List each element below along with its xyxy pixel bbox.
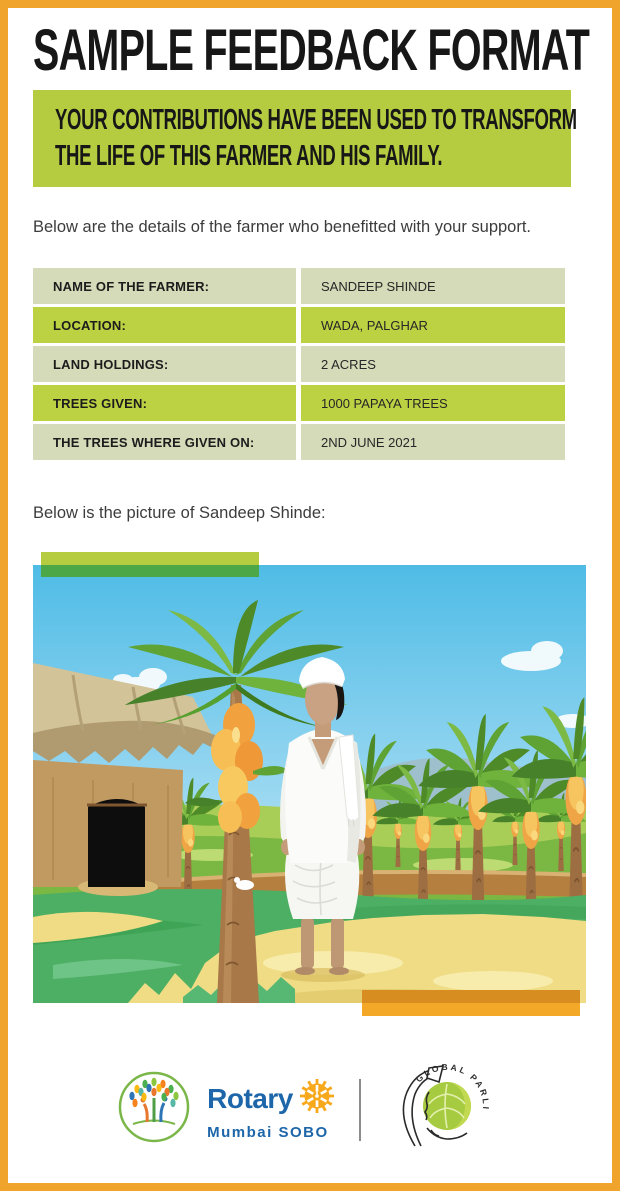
row-label: LAND HOLDINGS: (33, 346, 296, 382)
footer-logos (0, 1064, 620, 1155)
intro-text: Below are the details of the farmer who benefitted with your support. (33, 218, 532, 236)
orange-accent-bar (362, 990, 580, 1016)
row-label: TREES GIVEN: (33, 385, 296, 421)
global-parli-logo (385, 1064, 503, 1155)
contribution-banner (33, 90, 577, 187)
row-label: THE TREES WHERE GIVEN ON: (33, 424, 296, 460)
table-row (33, 385, 565, 421)
logo-divider (359, 1079, 361, 1141)
row-label: NAME OF THE FARMER: (33, 268, 296, 304)
tree-logo (117, 1070, 191, 1149)
table-row (33, 346, 565, 382)
green-accent-bar (41, 552, 259, 577)
banner-line-2: THE LIFE OF THIS FARMER AND HIS FAMILY. (55, 140, 443, 172)
picture-caption: Below is the picture of Sandeep Shinde: (33, 504, 326, 522)
page-title: SAMPLE FEEDBACK FORMAT (33, 18, 590, 83)
farmer-illustration (33, 565, 586, 1003)
global-parli-text: GLOBAL PARLI (413, 1064, 492, 1112)
rotary-club-label: Mumbai SOBO (207, 1124, 329, 1141)
row-value: SANDEEP SHINDE (301, 268, 565, 304)
table-row (33, 424, 565, 460)
row-value: WADA, PALGHAR (301, 307, 565, 343)
farmer-details-table (33, 268, 565, 463)
table-row (33, 307, 565, 343)
rotary-logo (207, 1078, 335, 1141)
row-value: 2ND JUNE 2021 (301, 424, 565, 460)
rotary-wordmark: Rotary (207, 1082, 293, 1114)
table-row (33, 268, 565, 304)
banner-line-1: YOUR CONTRIBUTIONS HAVE BEEN USED TO TRANSFORM (55, 104, 577, 136)
row-value: 1000 PAPAYA TREES (301, 385, 565, 421)
row-value: 2 ACRES (301, 346, 565, 382)
rotary-wheel-icon (299, 1078, 335, 1119)
row-label: LOCATION: (33, 307, 296, 343)
